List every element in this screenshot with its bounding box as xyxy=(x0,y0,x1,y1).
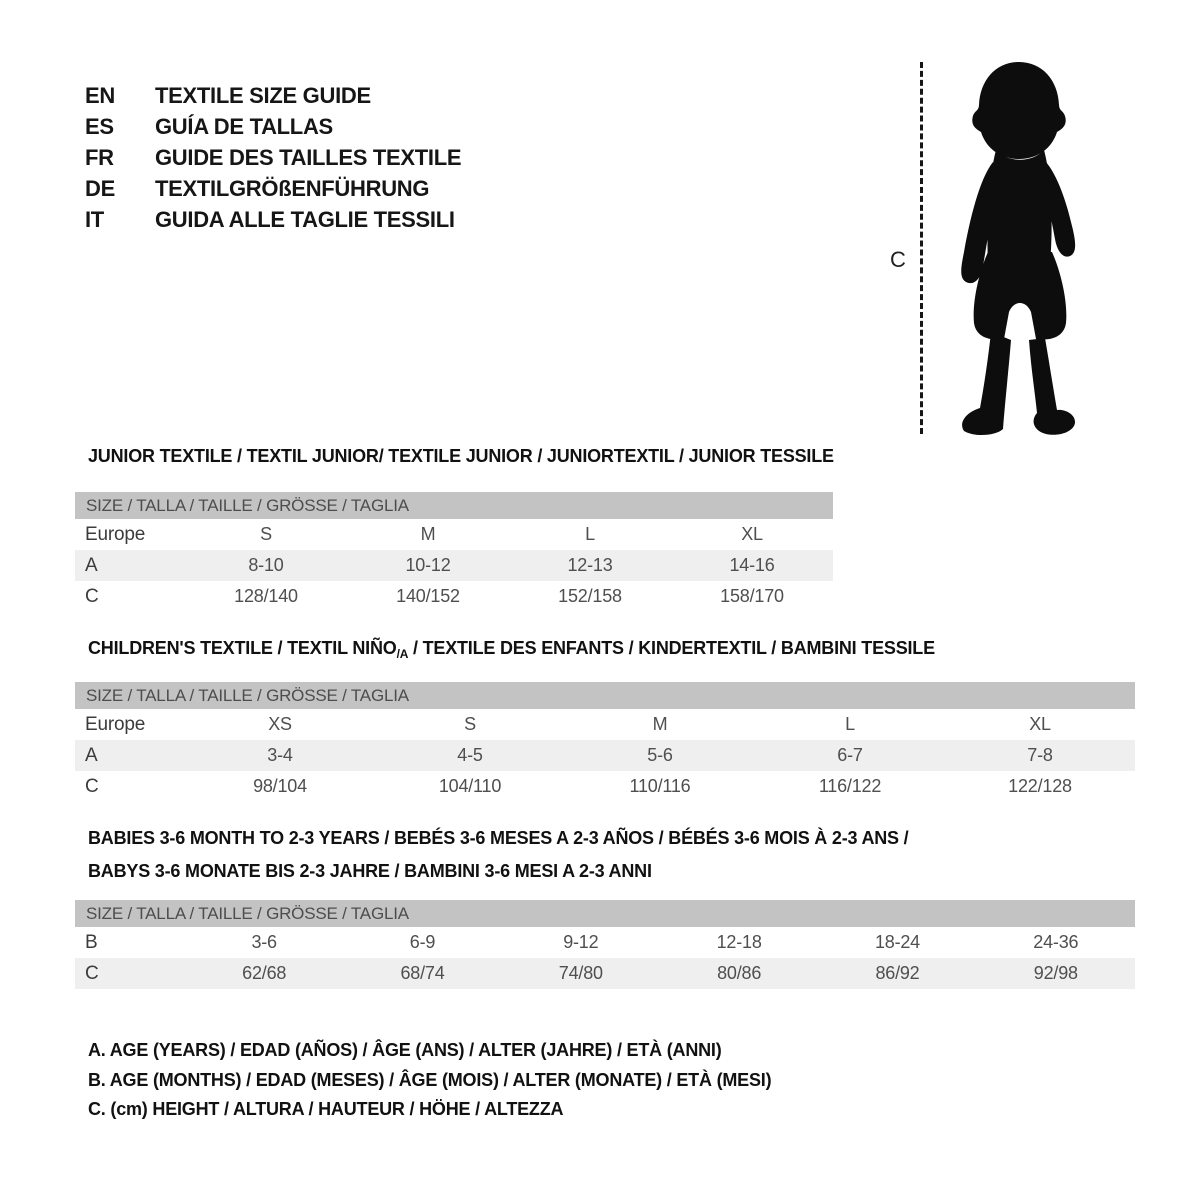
babies-section-title-line2: BABYS 3-6 MONATE BIS 2-3 JAHRE / BAMBINI 3-6 MESI A 2-3 ANNI xyxy=(88,861,652,881)
age-cell: 6-7 xyxy=(837,745,863,765)
children-section-title xyxy=(88,638,935,661)
size-cell: XS xyxy=(268,714,292,734)
height-cell: 98/104 xyxy=(253,776,307,796)
height-cell: 116/122 xyxy=(818,776,882,796)
language-row-es xyxy=(85,111,461,142)
table-row-europe xyxy=(75,519,833,550)
language-code: IT xyxy=(85,206,104,232)
table-row-europe xyxy=(75,709,1135,740)
age-cell: 3-6 xyxy=(251,932,277,952)
height-cell: 80/86 xyxy=(717,963,762,983)
table-row-age-years xyxy=(75,550,833,581)
height-cell: 62/68 xyxy=(242,963,287,983)
height-cell: 86/92 xyxy=(875,963,920,983)
row-label: C xyxy=(85,962,99,984)
junior-size-table xyxy=(75,492,833,612)
age-cell: 4-5 xyxy=(457,745,483,765)
babies-size-table xyxy=(75,900,1135,989)
table-row-height-cm xyxy=(75,771,1135,802)
legend-line-c: C. (cm) HEIGHT / ALTURA / HAUTEUR / HÖHE / ALTEZZA xyxy=(88,1099,564,1119)
height-cell: 92/98 xyxy=(1033,963,1078,983)
guide-title-en: TEXTILE SIZE GUIDE xyxy=(155,82,371,108)
height-cell: 104/110 xyxy=(438,776,502,796)
height-cell: 122/128 xyxy=(1008,776,1072,796)
language-code: EN xyxy=(85,82,115,108)
table-row-age-months xyxy=(75,927,1135,958)
size-header-band: SIZE / TALLA / TAILLE / GRÖSSE / TAGLIA xyxy=(75,900,1135,927)
age-cell: 9-12 xyxy=(563,932,599,952)
table-row-age-years xyxy=(75,740,1135,771)
age-cell: 8-10 xyxy=(248,555,284,575)
junior-section-title: JUNIOR TEXTILE / TEXTIL JUNIOR/ TEXTILE JUNIOR / JUNIORTEXTIL / JUNIOR TESSILE xyxy=(88,446,834,466)
children-title-subscript: /A xyxy=(396,647,409,661)
height-cell: 74/80 xyxy=(558,963,603,983)
language-row-fr xyxy=(85,142,461,173)
guide-title-it: GUIDA ALLE TAGLIE TESSILI xyxy=(155,206,455,232)
children-title-main: CHILDREN'S TEXTILE / TEXTIL NIÑO xyxy=(88,638,397,658)
language-row-de xyxy=(85,173,461,204)
size-cell: M xyxy=(652,714,668,734)
measurement-legend xyxy=(88,1036,771,1125)
guide-title-fr: GUIDE DES TAILLES TEXTILE xyxy=(155,144,462,170)
age-cell: 7-8 xyxy=(1027,745,1053,765)
height-measure-label: C xyxy=(890,247,906,272)
row-label: A xyxy=(85,744,98,766)
height-cell: 140/152 xyxy=(396,586,460,606)
language-code: DE xyxy=(85,175,115,201)
age-cell: 10-12 xyxy=(405,555,451,575)
age-cell: 3-4 xyxy=(267,745,293,765)
size-cell: XL xyxy=(1029,714,1051,734)
height-cell: 110/116 xyxy=(629,776,691,796)
children-title-rest: / TEXTILE DES ENFANTS / KINDERTEXTIL / BAMBINI TESSILE xyxy=(408,638,935,658)
babies-section-title-line1: BABIES 3-6 MONTH TO 2-3 YEARS / BEBÉS 3-6 MESES A 2-3 AÑOS / BÉBÉS 3-6 MOIS À 2-3 ANS / xyxy=(88,828,909,848)
guide-title-de: TEXTILGRÖßENFÜHRUNG xyxy=(155,175,430,201)
age-cell: 5-6 xyxy=(647,745,673,765)
legend-line-b: B. AGE (MONTHS) / EDAD (MESES) / ÂGE (MOIS) / ALTER (MONATE) / ETÀ (MESI) xyxy=(88,1069,772,1090)
row-label: C xyxy=(85,585,99,607)
size-cell: L xyxy=(585,524,595,544)
height-cell: 68/74 xyxy=(400,963,445,983)
age-cell: 6-9 xyxy=(409,932,436,952)
height-measure-dashed-line xyxy=(920,62,923,434)
age-cell: 14-16 xyxy=(729,555,775,575)
language-row-it xyxy=(85,204,461,235)
age-cell: 12-18 xyxy=(716,932,762,952)
row-label: A xyxy=(85,554,98,576)
language-row-en xyxy=(85,80,461,111)
size-cell: S xyxy=(260,524,272,544)
age-cell: 12-13 xyxy=(567,555,613,575)
row-label: Europe xyxy=(85,523,146,545)
size-cell: L xyxy=(845,714,855,734)
age-cell: 18-24 xyxy=(874,932,920,952)
table-row-height-cm xyxy=(75,958,1135,989)
guide-title-es: GUÍA DE TALLAS xyxy=(155,113,333,139)
size-cell: S xyxy=(464,714,476,734)
row-label: B xyxy=(85,931,98,953)
baby-height-figure xyxy=(860,55,1150,445)
size-header-band: SIZE / TALLA / TAILLE / GRÖSSE / TAGLIA xyxy=(75,492,833,519)
baby-silhouette-icon xyxy=(936,60,1101,438)
height-cell: 158/170 xyxy=(720,586,784,606)
height-cell: 152/158 xyxy=(558,586,622,606)
legend-line-a: A. AGE (YEARS) / EDAD (AÑOS) / ÂGE (ANS) / ALTER (JAHRE) / ETÀ (ANNI) xyxy=(88,1040,722,1060)
size-cell: XL xyxy=(741,524,763,544)
children-size-table xyxy=(75,682,1135,802)
size-header-band: SIZE / TALLA / TAILLE / GRÖSSE / TAGLIA xyxy=(75,682,1135,709)
row-label: Europe xyxy=(85,713,146,735)
language-code: FR xyxy=(85,144,114,170)
row-label: C xyxy=(85,775,99,797)
height-cell: 128/140 xyxy=(234,586,298,606)
language-code: ES xyxy=(85,113,114,139)
language-title-list xyxy=(85,80,461,235)
table-row-height-cm xyxy=(75,581,833,612)
age-cell: 24-36 xyxy=(1033,932,1079,952)
size-cell: M xyxy=(420,524,436,544)
